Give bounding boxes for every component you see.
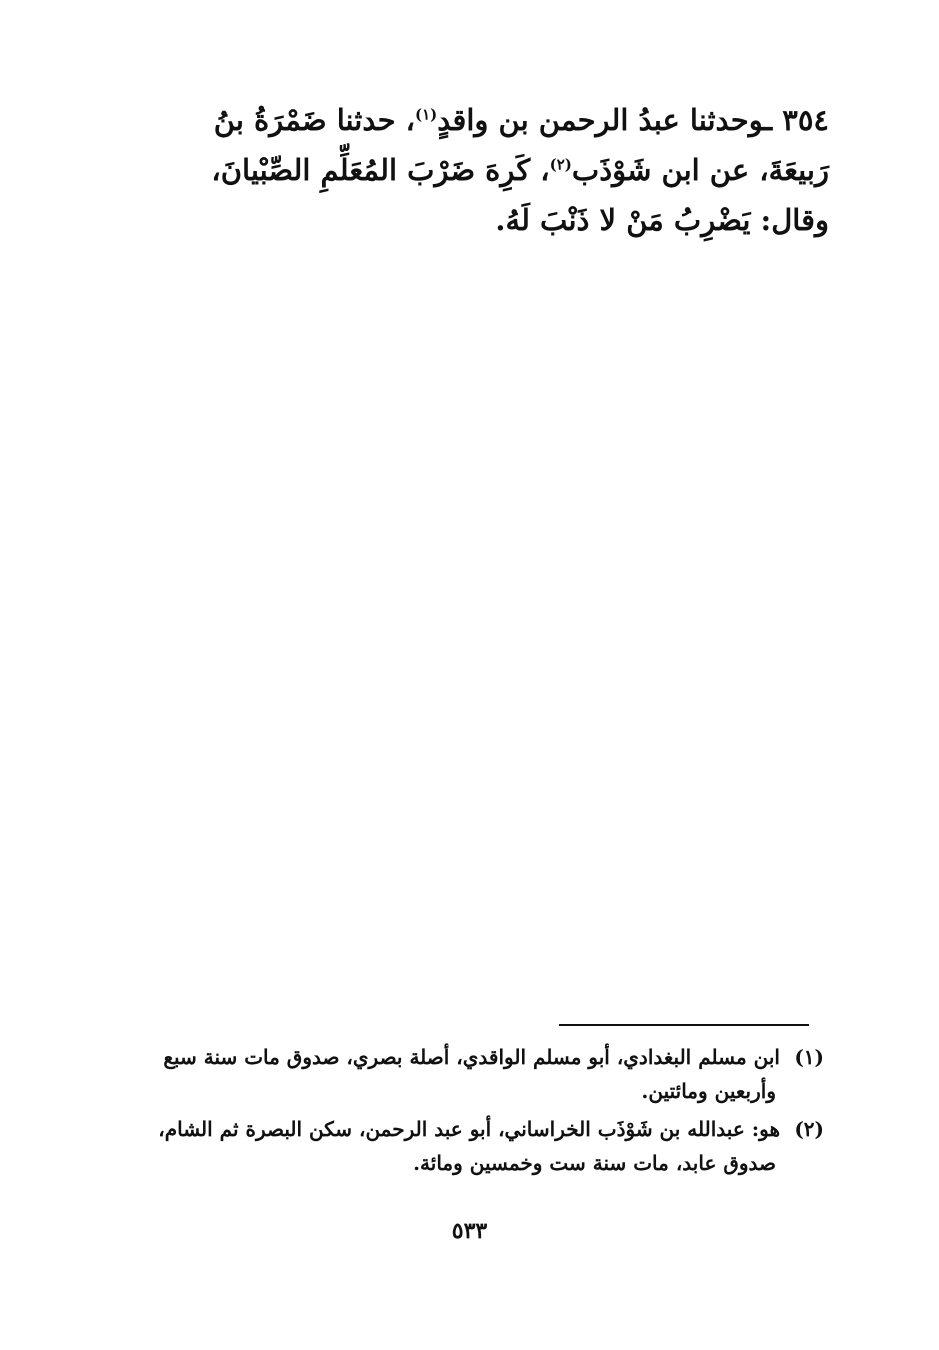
footnote-1-line-1 [124,1040,824,1074]
hadith-line-1 [129,95,829,145]
hadith-number: ٣٥٤ [782,103,829,137]
footnote-2-line-1 [124,1112,824,1146]
footnotes-section [124,1040,824,1184]
footnote-1-text: ابن مسلم البغدادي، أبو مسلم الواقدي، أصلة بصري، صدوق مات سنة سبع [163,1045,780,1069]
footnote-2-line-2: صدوق عابد، مات سنة ست وخمسين ومائة. [413,1151,776,1175]
hadith-line-2-part-b: ، كَرِهَ ضَرْبَ المُعَلِّمِ الصِّبْيانَ، [211,153,550,187]
hadith-line-2 [129,145,829,195]
hadith-separator: ـ [763,103,783,137]
footnote-ref-1[interactable]: (١) [414,105,438,124]
hadith-line-2-part-a: رَبيعَةَ، عن ابن شَوْذَب [571,153,829,187]
footnote-1-marker: (١) [794,1045,824,1069]
footnote-2-marker: (٢) [794,1117,824,1141]
hadith-text [129,95,829,245]
footnote-1 [124,1040,824,1108]
footnote-divider [559,1024,809,1026]
footnote-ref-2[interactable]: (٢) [549,155,572,174]
footnote-2 [124,1112,824,1180]
footnote-2-text: هو: عبدالله بن شَوْذَب الخراساني، أبو عبد الرحمن، سكن البصرة ثم الشام، [158,1117,780,1141]
hadith-line-1-part-b: ، حدثنا ضَمْرَةُ بنُ [213,103,415,137]
hadith-line-1-part-a: وحدثنا عبدُ الرحمن بن واقدٍ [437,103,764,137]
hadith-line-3: وقال: يَضْرِبُ مَنْ لا ذَنْبَ لَهُ. [495,203,829,237]
page-number: ٥٣٣ [451,1218,488,1244]
footnote-1-line-2: وأربعين ومائتين. [641,1079,776,1103]
